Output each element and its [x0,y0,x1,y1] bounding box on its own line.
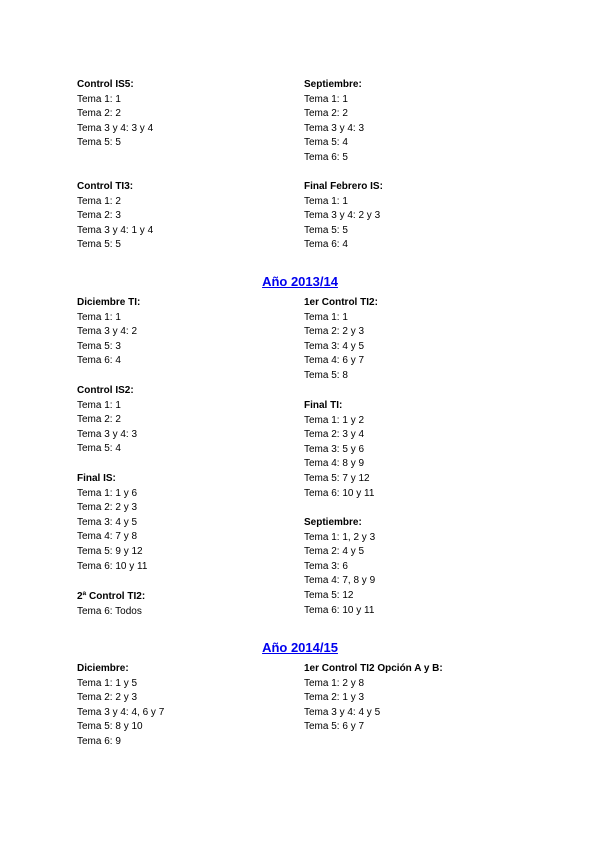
exam-line: Tema 1: 1 y 5 [77,677,138,689]
exam-line: Tema 3 y 4: 3 y 4 [77,122,154,134]
exam-line: Tema 2: 2 y 3 [77,502,138,514]
exam-line: Tema 5: 4 [304,137,348,149]
exam-line: Tema 5: 7 y 12 [304,472,370,484]
exam-block [304,296,378,384]
exam-line: Tema 1: 1 [304,311,348,323]
exam-title: Control IS5: [77,79,134,90]
exam-line: Tema 2: 3 [77,210,121,222]
exam-title: 2ª Control TI2: [77,591,146,602]
exam-line: Tema 3 y 4: 4 y 5 [304,706,381,718]
exam-line: Tema 1: 1 [77,399,121,411]
exam-title: Septiembre: [304,517,362,528]
exam-title: Control TI3: [77,181,134,192]
exam-line: Tema 6: 10 y 11 [304,487,375,499]
exam-line: Tema 3 y 4: 1 y 4 [77,224,154,236]
exam-line: Tema 6: 4 [77,355,121,367]
exam-line: Tema 4: 7, 8 y 9 [304,575,376,587]
exam-line: Tema 2: 2 y 3 [304,326,365,338]
exam-title: 1er Control TI2 Opción A y B: [304,663,443,674]
exam-line: Tema 6: 9 [77,735,121,747]
exam-line: Tema 3 y 4: 2 [77,326,138,338]
exam-line: Tema 5: 6 y 7 [304,721,365,733]
exam-line: Tema 3: 4 y 5 [77,516,138,528]
exam-line: Tema 1: 1 [77,311,121,323]
exam-block [304,662,443,735]
exam-line: Tema 3 y 4: 4, 6 y 7 [77,706,165,718]
exam-block [304,516,375,618]
exam-line: Tema 4: 7 y 8 [77,531,138,543]
exam-line: Tema 3 y 4: 3 [304,122,365,134]
exam-line: Tema 3: 6 [304,560,348,572]
exam-line: Tema 1: 2 y 8 [304,677,365,689]
exam-line: Tema 3 y 4: 3 [77,428,138,440]
exam-line: Tema 1: 1 y 2 [304,414,365,426]
exam-line: Tema 5: 3 [77,340,121,352]
exam-title: Diciembre: [77,663,129,674]
exam-line: Tema 6: 4 [304,239,348,251]
exam-line: Tema 2: 3 y 4 [304,429,365,441]
exam-line: Tema 5: 5 [304,224,348,236]
exam-block [77,590,145,619]
exam-line: Tema 6: 10 y 11 [77,560,148,572]
exam-line: Tema 1: 1, 2 y 3 [304,531,376,543]
exam-line: Tema 3 y 4: 2 y 3 [304,210,381,222]
exam-block [304,78,364,166]
exam-block [304,180,383,253]
exam-line: Tema 1: 1 [77,93,121,105]
exam-title: Control IS2: [77,385,134,396]
exam-block [77,78,153,151]
exam-block [77,472,147,574]
exam-line: Tema 2: 2 y 3 [77,692,138,704]
exam-title: 1er Control TI2: [304,297,378,308]
exam-line: Tema 5: 8 y 10 [77,721,143,733]
exam-line: Tema 3: 5 y 6 [304,443,365,455]
exam-line: Tema 1: 1 [304,93,348,105]
exam-line: Tema 1: 1 [304,195,348,207]
exam-line: Tema 6: 5 [304,151,348,163]
exam-block [77,296,140,369]
exam-line: Tema 2: 2 [304,108,348,120]
exam-title: Diciembre TI: [77,297,141,308]
exam-line: Tema 5: 5 [77,137,121,149]
exam-block [77,384,137,457]
exam-title: Final TI: [304,400,343,411]
exam-line: Tema 5: 8 [304,369,348,381]
exam-block [304,399,374,501]
exam-line: Tema 2: 2 [77,108,121,120]
exam-line: Tema 3: 4 y 5 [304,340,365,352]
exam-line: Tema 5: 12 [304,589,354,601]
exam-line: Tema 5: 9 y 12 [77,545,143,557]
exam-title: Final IS: [77,473,116,484]
exam-line: Tema 2: 4 y 5 [304,546,365,558]
exam-line: Tema 2: 1 y 3 [304,692,365,704]
year-heading-link[interactable]: Año 2013/14 [262,274,338,289]
year-heading-link[interactable]: Año 2014/15 [262,640,338,655]
exam-line: Tema 6: Todos [77,605,142,617]
exam-line: Tema 1: 1 y 6 [77,487,138,499]
exam-line: Tema 1: 2 [77,195,121,207]
exam-line: Tema 6: 10 y 11 [304,604,375,616]
exam-line: Tema 4: 8 y 9 [304,458,365,470]
exam-line: Tema 4: 6 y 7 [304,355,365,367]
exam-title: Final Febrero IS: [304,181,383,192]
exam-block [77,662,164,750]
exam-line: Tema 5: 4 [77,443,121,455]
exam-line: Tema 2: 2 [77,414,121,426]
exam-block [77,180,153,253]
exam-line: Tema 5: 5 [77,239,121,251]
exam-title: Septiembre: [304,79,362,90]
